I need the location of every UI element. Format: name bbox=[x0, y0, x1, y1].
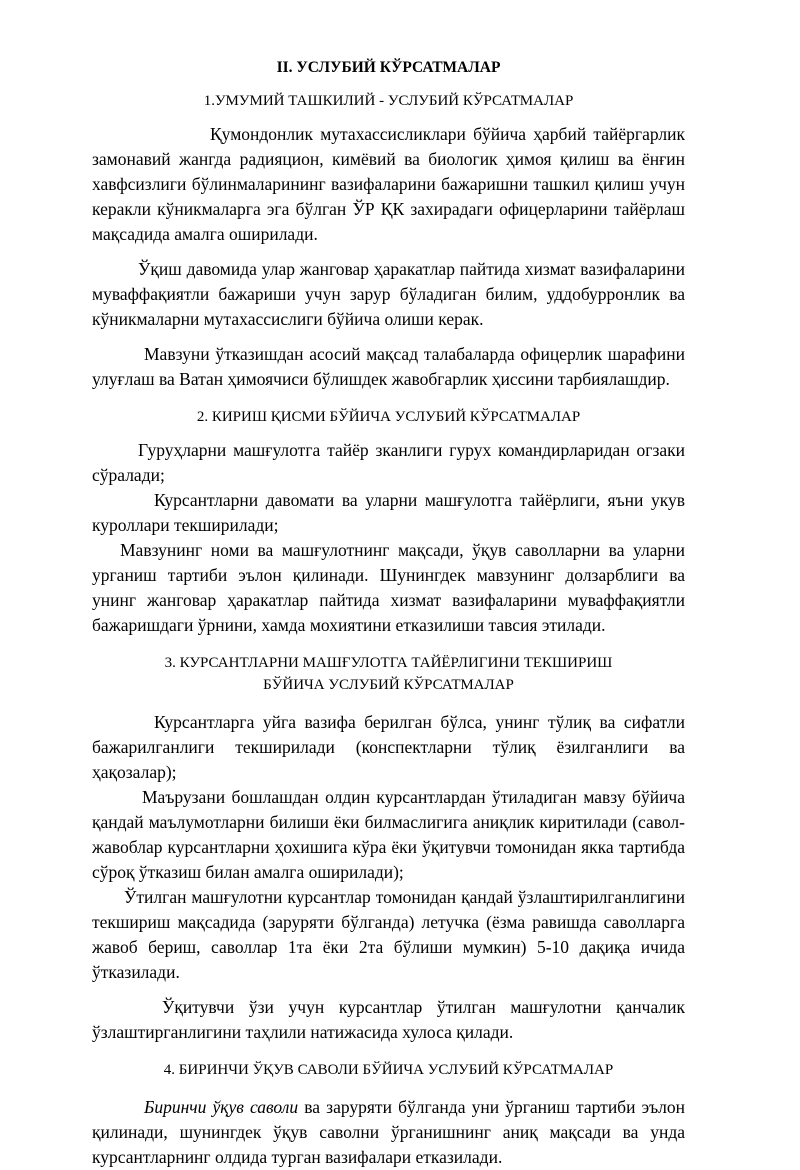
paragraph: Қумондонлик мутахассисликлари бўйича ҳарбий тайёргарлик замонавий жангда радияцион, кимёвий ва биологик ҳимоя қилиш ва ёнғин хавфсизлиги бўлинмаларининг вазифаларини бажаришни ташкил қилиш учун керакли кўникмаларга эга бўлган ЎР ҚК захирадаги офицерларини тайёрлаш мақсадида амалга оширилади. bbox=[92, 124, 685, 244]
section-3-heading-line1: 3. КУРСАНТЛАРНИ МАШҒУЛОТГА ТАЙЁРЛИГИНИ ТЕКШИРИШ bbox=[164, 655, 613, 671]
section-4-heading: 4. БИРИНЧИ ЎҚУВ САВОЛИ БЎЙИЧА УСЛУБИЙ КЎРСАТМАЛАР bbox=[163, 1062, 614, 1078]
paragraph: Ўқитувчи ўзи учун курсантлар ўтилган машғулотни қанчалик ўзлаштирганлигини таҳлили натижасида хулоса қилади. bbox=[92, 997, 685, 1042]
paragraph bbox=[92, 1095, 685, 1170]
paragraph: Мавзунинг номи ва машғулотнинг мақсади, ўқув саволларни ва уларни урганиш тартиби эълон қилинади. Шунингдек мавзунинг долзарблиги ва унинг жанговар ҳаракатлар пайтида хизмат вазифаларини муваффақиятли бажаришдаги ўрнини, хамда мохиятини етказилиши тавсия этилади. bbox=[92, 540, 685, 635]
paragraph-text: ва заруряти бўлганда уни ўрганиш тартиби эълон қилинади, шунингдек ўқув саволни ўрганишнинг аниқ мақсади ва унда курсантларнинг олдида турган вазифалари етказилади. bbox=[92, 1097, 686, 1167]
section-1-heading: 1.УМУМИЙ ТАШКИЛИЙ - УСЛУБИЙ КЎРСАТМАЛАР bbox=[203, 93, 574, 109]
paragraph: Курсантларни давомати ва уларни машғулотга тайёрлиги, яъни укув куроллари текширилади; bbox=[92, 490, 685, 535]
section-3-heading-line2: БЎЙИЧА УСЛУБИЙ КЎРСАТМАЛАР bbox=[263, 677, 514, 693]
paragraph: Курсантларга уйга вазифа берилган бўлса, унинг тўлиқ ва сифатли бажарилганлиги текширилади (конспектларни тўлиқ ёзилганлиги ва ҳақозалар); bbox=[92, 712, 685, 782]
emphasis-text: Биринчи ўқув саволи bbox=[144, 1097, 299, 1117]
section-2-heading: 2. КИРИШ ҚИСМИ БЎЙИЧА УСЛУБИЙ КЎРСАТМАЛАР bbox=[196, 409, 581, 425]
paragraph: Маърузани бошлашдан олдин курсантлардан ўтиладиган мавзу бўйича қандай маълумотларни билиши ёки билмаслигига аниқлик киритилади (савол- жавоблар курсантларни ҳохишига кўра ёки ўқитувчи томонидан якка тартибда сўроқ ўтказиш билан амалга оширилади); bbox=[92, 787, 685, 882]
paragraph: Гуруҳларни машғулотга тайёр зканлиги гурух командирларидан огзаки сўралади; bbox=[92, 440, 685, 485]
paragraph: Ўтилган машғулотни курсантлар томонидан қандай ўзлаштирилганлигини текшириш мақсадида (заруряти бўлганда) летучка (ёзма равишда саволларга жавоб бериш, саволлар 1та ёки 2та бўлиши мумкин) 5-10 дақиқа ичида ўтказилади. bbox=[92, 887, 685, 982]
paragraph: Мавзуни ўтказишдан асосий мақсад талабаларда офицерлик шарафини улуғлаш ва Ватан ҳимоячиси бўлишдек жавобгарлик ҳиссини тарбиялашдир. bbox=[92, 344, 685, 389]
paragraph: Ўқиш давомида улар жанговар ҳаракатлар пайтида хизмат вазифаларини муваффақиятли бажариши учун зарур бўладиган билим, уддобуррoнлик ва кўникмаларни мутахассислиги бўйича олиши керак. bbox=[92, 259, 685, 329]
page-title: II. УСЛУБИЙ КЎРСАТМАЛАР bbox=[276, 59, 501, 76]
